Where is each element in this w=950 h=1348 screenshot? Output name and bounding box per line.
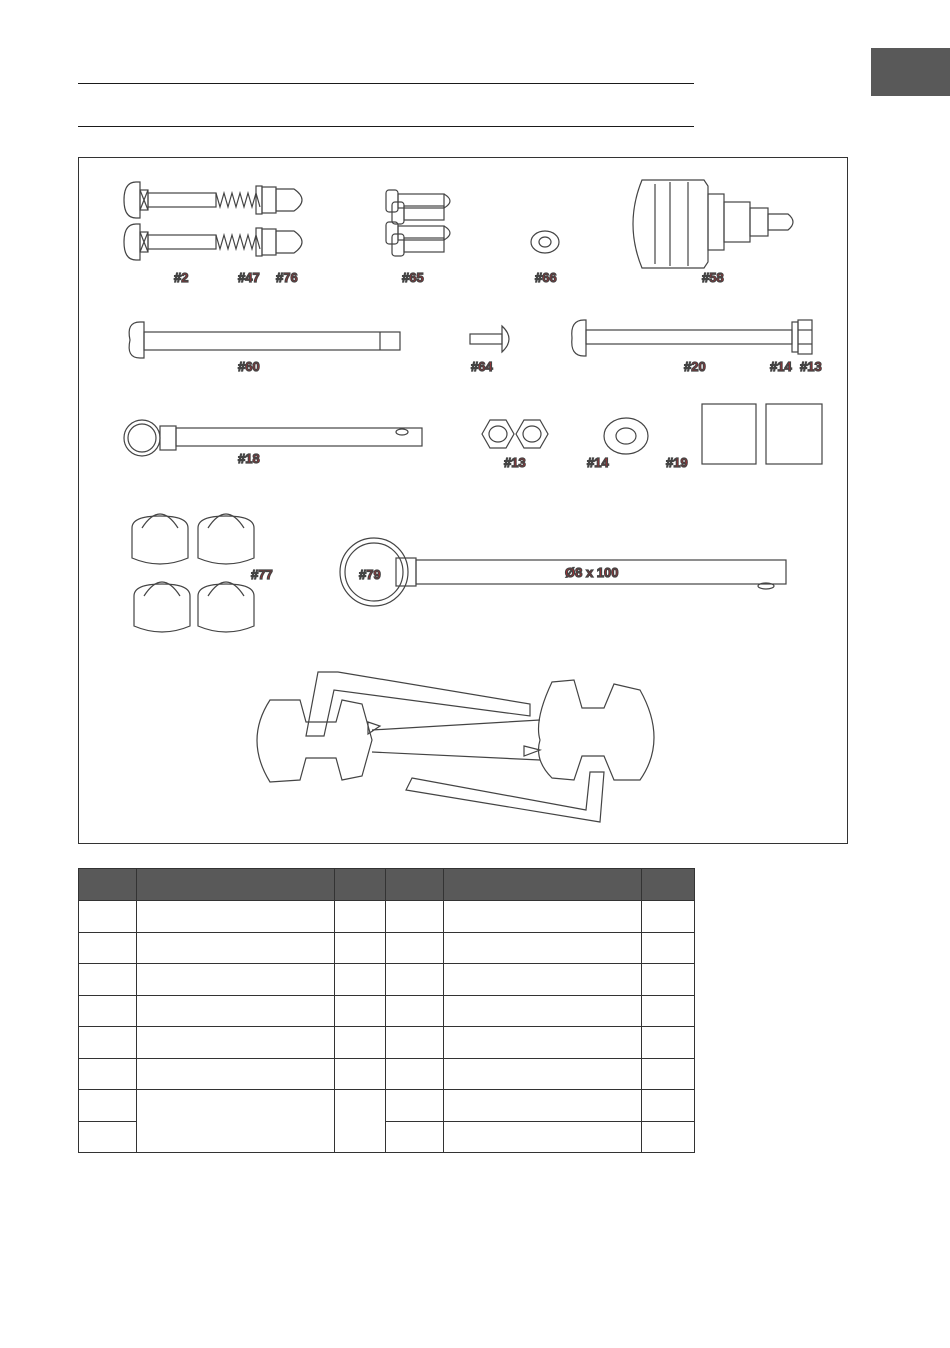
table-cell <box>642 1121 695 1153</box>
label-18: #18 <box>238 451 260 466</box>
table-cell <box>137 932 335 964</box>
table-cell <box>79 1027 137 1059</box>
table-cell <box>386 1121 444 1153</box>
hex-nut-icon <box>482 420 548 448</box>
table-cell <box>444 1027 642 1059</box>
label-65: #65 <box>402 270 424 285</box>
table-cell <box>444 1058 642 1090</box>
header-cell <box>137 869 335 901</box>
table-row <box>79 901 695 933</box>
table-cell <box>335 1058 386 1090</box>
washer-icon <box>531 231 559 253</box>
long-pin-icon <box>129 322 400 358</box>
label-20: #20 <box>684 359 706 374</box>
header-cell <box>386 869 444 901</box>
label-47: #47 <box>238 270 260 285</box>
table-cell <box>444 932 642 964</box>
header-cell <box>335 869 386 901</box>
table-cell <box>386 964 444 996</box>
header-cell <box>444 869 642 901</box>
table-row <box>79 964 695 996</box>
table-cell <box>79 1058 137 1090</box>
table-cell <box>444 1121 642 1153</box>
table-cell <box>137 964 335 996</box>
small-bolt-icon <box>470 326 509 352</box>
table-cell <box>137 1027 335 1059</box>
label-60: #60 <box>238 359 260 374</box>
table-cell <box>642 964 695 996</box>
table-cell <box>137 1058 335 1090</box>
label-64: #64 <box>471 359 493 374</box>
quick-release-pin-icon <box>340 538 786 606</box>
parts-list-table <box>78 868 695 1153</box>
table-cell <box>137 901 335 933</box>
end-cap-set-icon <box>132 514 254 632</box>
adjust-knob-icon <box>633 180 793 268</box>
table-cell <box>335 901 386 933</box>
table-cell <box>137 1090 335 1153</box>
table-cell <box>444 901 642 933</box>
table-row <box>79 1058 695 1090</box>
screw-set-icon <box>386 190 450 256</box>
table-cell <box>444 964 642 996</box>
flat-washer-icon <box>604 418 648 454</box>
label-2: #2 <box>174 270 189 285</box>
table-cell <box>335 995 386 1027</box>
table-cell <box>79 932 137 964</box>
table-cell <box>386 1027 444 1059</box>
label-58: #58 <box>702 270 724 285</box>
label-13-bottom: #13 <box>504 455 526 470</box>
table-row <box>79 1027 695 1059</box>
header-cell <box>642 869 695 901</box>
label-77: #77 <box>251 567 273 582</box>
table-cell <box>642 1058 695 1090</box>
label-dimension: Ø8 x 100 <box>565 565 619 580</box>
table-cell <box>444 995 642 1027</box>
ring-pin-icon <box>124 420 422 456</box>
table-cell <box>137 995 335 1027</box>
table-cell <box>386 1090 444 1122</box>
label-19: #19 <box>666 455 688 470</box>
bolt-set-icon <box>124 182 302 260</box>
label-66: #66 <box>535 270 557 285</box>
table-row <box>79 995 695 1027</box>
table-cell <box>642 901 695 933</box>
table-cell <box>335 1090 386 1153</box>
label-13-top: #13 <box>800 359 822 374</box>
table-row <box>79 932 695 964</box>
table-cell <box>335 1027 386 1059</box>
tool-set-icon <box>257 672 654 822</box>
table-cell <box>79 995 137 1027</box>
table-row <box>79 1090 695 1122</box>
table-cell <box>386 932 444 964</box>
label-14-top: #14 <box>770 359 792 374</box>
axle-bolt-icon <box>572 320 812 356</box>
header-cell <box>79 869 137 901</box>
table-cell <box>386 995 444 1027</box>
table-header-row <box>79 869 695 901</box>
table-cell <box>386 1058 444 1090</box>
label-79: #79 <box>359 567 381 582</box>
table-cell <box>386 901 444 933</box>
label-14-bottom: #14 <box>587 455 609 470</box>
label-76: #76 <box>276 270 298 285</box>
table-cell <box>642 995 695 1027</box>
table-cell <box>444 1090 642 1122</box>
table-cell <box>642 1027 695 1059</box>
table-cell <box>335 964 386 996</box>
table-cell <box>79 1121 137 1153</box>
pad-icon <box>702 404 822 464</box>
table-cell <box>79 901 137 933</box>
table-cell <box>642 932 695 964</box>
table-cell <box>79 964 137 996</box>
table-cell <box>335 932 386 964</box>
table-cell <box>642 1090 695 1122</box>
table-cell <box>79 1090 137 1122</box>
